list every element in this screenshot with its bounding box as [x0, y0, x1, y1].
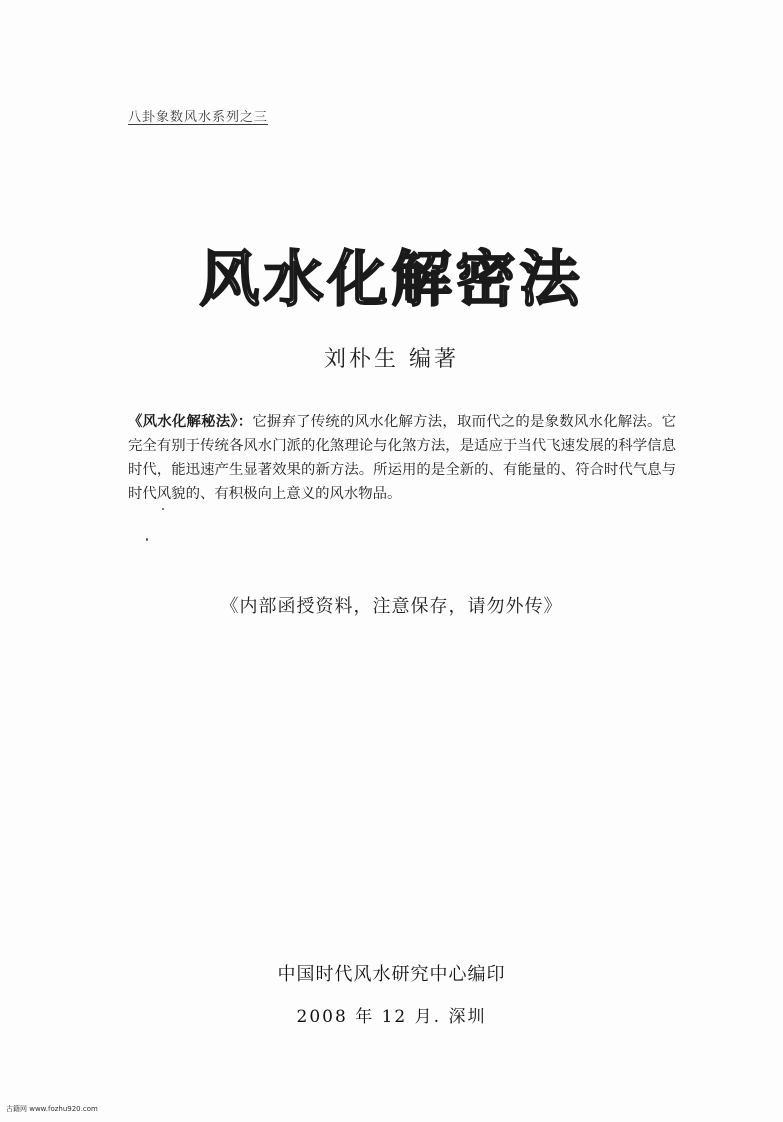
confidential-notice: 《内部函授资料，注意保存，请勿外传》 — [220, 596, 563, 617]
publication-date: 2008 年 12 月. 深圳 — [296, 1007, 487, 1027]
series-label: 八卦象数风水系列之三 — [128, 110, 269, 125]
scan-speck — [146, 538, 148, 541]
author-line: 刘朴生 编著 — [324, 347, 459, 372]
site-watermark: 古籍网 www.fozhu920.com — [6, 1105, 98, 1113]
intro-paragraph — [128, 410, 676, 506]
publisher-line: 中国时代风水研究中心编印 — [277, 964, 506, 985]
intro-body: 它摒弃了传统的风水化解方法，取而代之的是象数风水化解法。它完全有别于传统各风水门派的化煞理论与化煞方法，是适应于当代飞速发展的科学信息时代，能迅速产生显著效果的新方法。所运用的是全新的、有能量的、符合时代气息与时代风貌的、有积极向上意义的风水物品。 — [128, 414, 676, 502]
book-title: 风水化解密法 — [199, 245, 584, 315]
intro-lead: 《风水化解秘法》： — [128, 414, 253, 430]
scan-speck — [162, 508, 164, 510]
